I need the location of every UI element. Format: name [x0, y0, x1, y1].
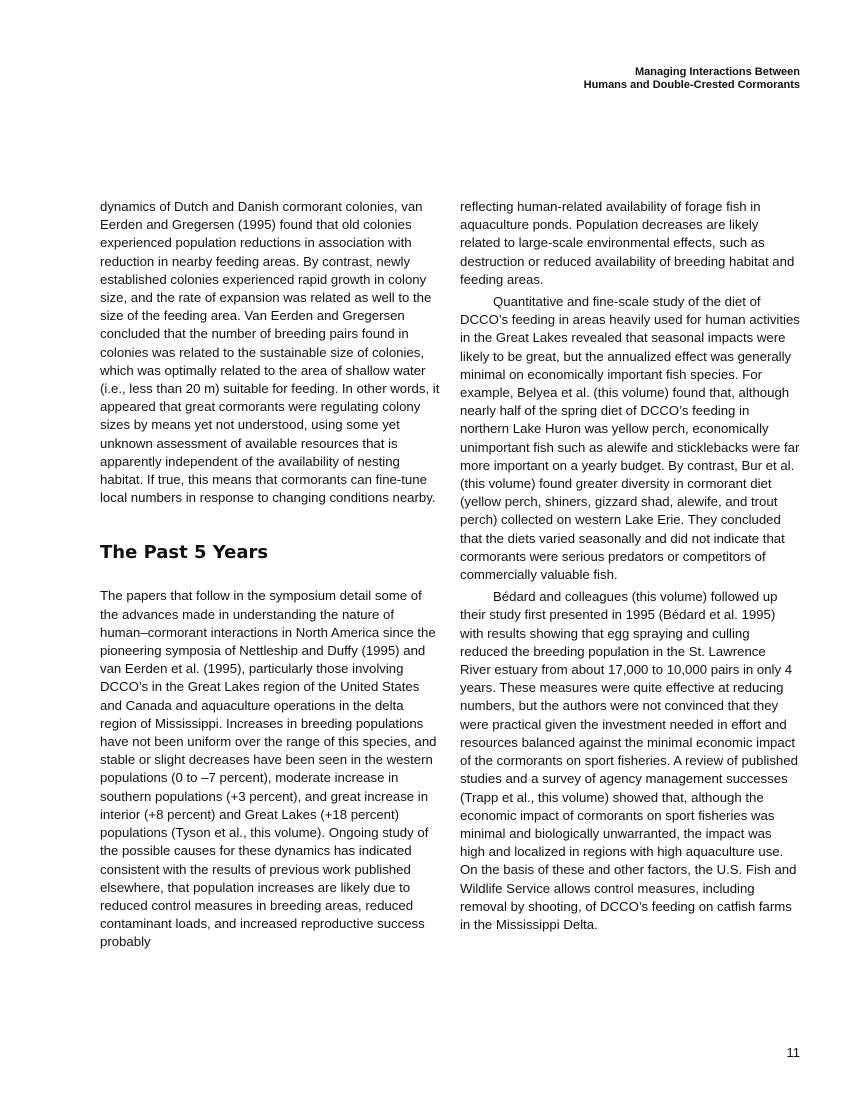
right-paragraph-3: Bédard and colleagues (this volume) followed up their study first presented in 1995 (Bédard et al. 1995) with results showing that egg spraying and culling reduced the breeding population in the St. Lawrence River estuary from about 17,000 to 10,000 pairs in only 4 years. These measures were quite effective at reducing numbers, but the authors were not convinced that they were practical given the investment needed in effort and resources balanced against the minimal economic impact of the cormorants on sport fisheries. A review of published studies and a survey of agency management successes (Trapp et al., this volume) showed that, although the economic impact of cormorants on sport fisheries was minimal and biologically unwarranted, the impact was high and localized in regions with high aquaculture use. On the basis of these and other factors, the U.S. Fish and Wildlife Service allows control measures, including removal by shooting, of DCCO’s feeding on catfish farms in the Mississippi Delta.	[460, 589, 798, 932]
running-header-line-1: Managing Interactions Between	[634, 66, 800, 78]
right-paragraph-1: reflecting human-related availability of forage fish in aquaculture ponds. Population decreases are likely related to large-scale environmental effects, such as destruction or reduced availability of breeding habitat and feeding areas.	[460, 199, 795, 287]
left-paragraph-1: dynamics of Dutch and Danish cormorant colonies, van Eerden and Gregersen (1995) found that old colonies experienced population reductions in association with reduction in nearby feeding areas. By contrast, newly established colonies experienced rapid growth in colony size, and the rate of expansion was related as well to the size of the feeding area. Van Eerden and Gregersen concluded that the number of breeding pairs found in colonies was related to the sustainable size of colonies, which was optimally related to the area of shallow water (i.e., less than 20 m) suitable for feeding. In other words, it appeared that great cormorants were regulating colony sizes by means yet not understood, using some yet unknown assessment of available resources that is apparently independent of the availability of nesting habitat. If true, this means that cormorants can fine-tune local numbers in response to changing conditions nearby.	[100, 199, 440, 506]
right-column	[460, 198, 800, 934]
page-number: 11	[786, 1045, 800, 1060]
running-header	[380, 66, 800, 92]
left-column	[100, 198, 440, 952]
running-header-line-2: Humans and Double-Crested Cormorants	[583, 79, 800, 91]
left-paragraph-2: The papers that follow in the symposium detail some of the advances made in understanding the nature of human–cormorant interactions in North America since the pioneering symposia of Nettleship and Duffy (1995) and van Eerden et al. (1995), particularly those involving DCCO’s in the Great Lakes region of the United States and Canada and aquaculture operations in the delta region of Mississippi. Increases in breeding populations have not been uniform over the range of this species, and stable or slight decreases have been seen in the western populations (0 to –7 percent), moderate increase in southern populations (+3 percent), and great increase in interior (+8 percent) and Great Lakes (+18 percent) populations (Tyson et al., this volume). Ongoing study of the possible causes for these dynamics has indicated consistent with the results of previous work published elsewhere, that population increases are likely due to reduced control measures in breeding areas, reduced contaminant loads, and increased reproductive success probably	[100, 588, 437, 950]
right-paragraph-2: Quantitative and fine-scale study of the diet of DCCO’s feeding in areas heavily used for human activities in the Great Lakes revealed that seasonal impacts were likely to be great, but the annualized effect was generally minimal on economically important fish species. For example, Belyea et al. (this volume) found that, although nearly half of the spring diet of DCCO’s feeding in northern Lake Huron was yellow perch, economically unimportant fish such as alewife and sticklebacks were far more important on a yearly budget. By contrast, Bur et al. (this volume) found greater diversity in cormorant diet (yellow perch, shiners, gizzard shad, alewife, and trout perch) collected on western Lake Erie. They concluded that the diets varied seasonally and did not indicate that cormorants were serious predators or competitors of commercially valuable fish.	[460, 294, 800, 583]
section-heading: The Past 5 Years	[100, 542, 269, 564]
